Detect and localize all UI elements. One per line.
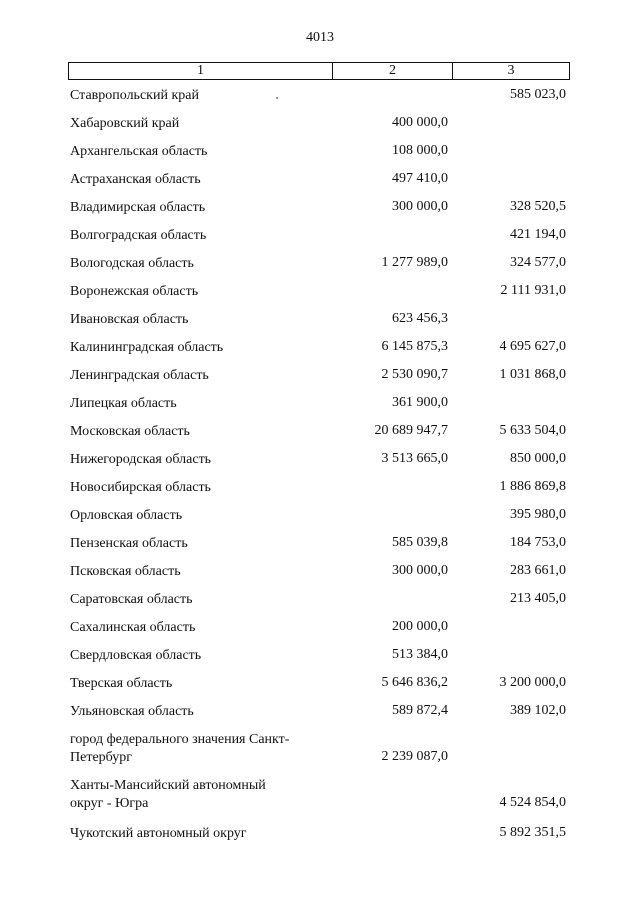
value-col-2: 5 646 836,2 [381,675,448,690]
region-name: Ивановская область [70,312,189,327]
value-col-3: 5 892 351,5 [499,825,566,840]
table-row [0,420,640,448]
table-row [0,140,640,168]
table-row [0,476,640,504]
header-col-1: 1 [69,63,333,79]
value-col-2: 200 000,0 [392,619,448,634]
value-col-3: 585 023,0 [510,87,566,102]
value-col-2: 20 689 947,7 [374,423,448,438]
region-name: Владимирская область [70,200,206,215]
region-name: Калининградская область [70,340,224,355]
value-col-2: 300 000,0 [392,199,448,214]
value-col-3: 283 661,0 [510,563,566,578]
region-name: Новосибирская область [70,480,211,495]
table-row [0,112,640,140]
table-row [0,168,640,196]
table-row [0,822,640,850]
value-col-2: 6 145 875,3 [381,339,448,354]
region-name: Астраханская область [70,172,201,187]
table-row [0,700,640,728]
value-col-2: 300 000,0 [392,563,448,578]
value-col-3: 184 753,0 [510,535,566,550]
table-row [0,672,640,700]
table-row [0,728,640,774]
value-col-3: 2 111 931,0 [500,283,566,298]
table-row [0,196,640,224]
table-row [0,252,640,280]
table-row [0,224,640,252]
region-name: Свердловская область [70,648,202,663]
value-col-3: 328 520,5 [510,199,566,214]
value-col-3: 1 031 868,0 [499,367,566,382]
value-col-3: 421 194,0 [510,227,566,242]
table-row [0,560,640,588]
table-row [0,84,640,112]
value-col-3: 5 633 504,0 [499,423,566,438]
value-col-2: 361 900,0 [392,395,448,410]
region-name: город федерального значения Санкт- Петербург [70,732,290,765]
region-name: Ульяновская область [70,704,194,719]
value-col-2: 400 000,0 [392,115,448,130]
table-row [0,336,640,364]
table-row [0,532,640,560]
table-row [0,774,640,822]
value-col-3: 4 524 854,0 [499,795,566,810]
region-name: Псковская область [70,564,181,579]
region-name: Пензенская область [70,536,188,551]
region-name: Чукотский автономный округ [70,826,247,841]
region-name: Тверская область [70,676,173,691]
region-name: Волгоградская область [70,228,207,243]
table-row [0,392,640,420]
region-name: Орловская область [70,508,183,523]
region-name: Ленинградская область [70,368,209,383]
region-name: Вологодская область [70,256,194,271]
region-name: Нижегородская область [70,452,212,467]
region-name: Московская область [70,424,190,439]
table-row [0,308,640,336]
page-number: 4013 [306,30,334,45]
region-name: Ставропольский край [70,88,199,103]
value-col-2: 585 039,8 [392,535,448,550]
value-col-3: 3 200 000,0 [499,675,566,690]
value-col-3: 213 405,0 [510,591,566,606]
region-name: Хабаровский край [70,116,180,131]
table-header [68,62,570,80]
value-col-2: 623 456,3 [392,311,448,326]
value-col-2: 513 384,0 [392,647,448,662]
value-col-2: 2 239 087,0 [381,749,448,764]
table-row [0,280,640,308]
table-body [0,84,640,850]
value-col-3: 395 980,0 [510,507,566,522]
region-name: Сахалинская область [70,620,196,635]
value-col-3: 389 102,0 [510,703,566,718]
table-row [0,364,640,392]
header-col-3: 3 [507,63,515,78]
region-name: Воронежская область [70,284,199,299]
value-col-2: 1 277 989,0 [381,255,448,270]
region-name: Архангельская область [70,144,208,159]
value-col-2: 589 872,4 [392,703,448,718]
value-col-3: 850 000,0 [510,451,566,466]
value-col-2: 2 530 090,7 [381,367,448,382]
table-row [0,644,640,672]
table-row [0,616,640,644]
value-col-3: 4 695 627,0 [499,339,566,354]
region-name: Ханты-Мансийский автономный округ - Югра [70,778,266,811]
value-col-2: 497 410,0 [392,171,448,186]
table-row [0,588,640,616]
table-row [0,448,640,476]
table-row [0,504,640,532]
region-name: Липецкая область [70,396,177,411]
value-col-3: 1 886 869,8 [499,479,566,494]
header-col-2: 2 [333,63,453,79]
region-name: Саратовская область [70,592,193,607]
value-col-2: 108 000,0 [392,143,448,158]
value-col-2: 3 513 665,0 [381,451,448,466]
value-col-3: 324 577,0 [510,255,566,270]
